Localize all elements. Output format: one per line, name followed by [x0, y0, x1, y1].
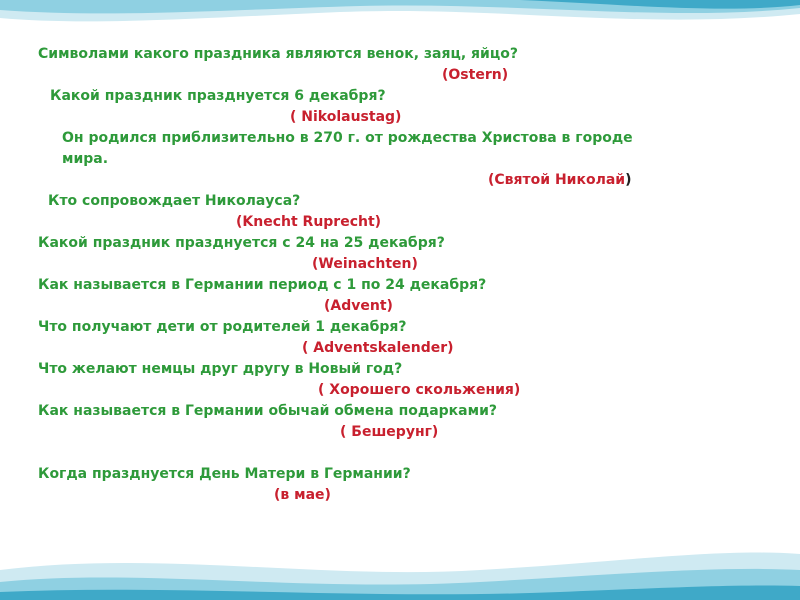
question-line	[38, 128, 738, 149]
answer-text: ( Nikolaustag)	[290, 109, 402, 125]
question-line	[38, 149, 738, 170]
answer-text: (Advent)	[324, 298, 393, 314]
answer-text: (Knecht Ruprecht)	[236, 214, 382, 230]
answer-text: ( Adventskalender)	[302, 340, 454, 356]
answer-line	[38, 212, 738, 233]
answer-text: ( Хорошего скольжения)	[318, 382, 521, 398]
question-line	[38, 86, 738, 107]
question-line	[38, 317, 738, 338]
answer-line	[38, 170, 738, 191]
answer-line	[38, 380, 738, 401]
answer-line	[38, 485, 738, 506]
question-text: Когда празднуется День Матери в Германии?	[38, 466, 411, 482]
question-line	[38, 44, 738, 65]
answer-line	[38, 338, 738, 359]
quiz-text	[38, 44, 738, 506]
question-line	[38, 401, 738, 422]
question-line	[38, 359, 738, 380]
question-text: Он родился приблизительно в 270 г. от рождества Христова в городе	[62, 130, 633, 146]
answer-line	[38, 107, 738, 128]
question-line	[38, 275, 738, 296]
question-text: Что получают дети от родителей 1 декабря?	[38, 319, 407, 335]
top-wave-decoration	[0, 0, 800, 40]
question-line	[38, 464, 738, 485]
blank-line	[38, 443, 738, 464]
question-text: Что желают немцы друг другу в Новый год?	[38, 361, 403, 377]
answer-text: ( Бешерунг)	[340, 424, 439, 440]
answer-text: (Ostern)	[442, 67, 509, 83]
answer-text: (Weinachten)	[312, 256, 418, 272]
answer-line	[38, 65, 738, 86]
question-text: мира.	[62, 151, 109, 167]
answer-line	[38, 296, 738, 317]
answer-text: (Святой Николай)	[488, 172, 632, 188]
question-line	[38, 191, 738, 212]
answer-line	[38, 422, 738, 443]
answer-text: (в мае)	[274, 487, 331, 503]
question-text: Как называется в Германии период с 1 по 24 декабря?	[38, 277, 487, 293]
question-text: Кто сопровождает Николауса?	[48, 193, 301, 209]
answer-line	[38, 254, 738, 275]
question-text: Какой праздник празднуется 6 декабря?	[50, 88, 386, 104]
question-line	[38, 233, 738, 254]
question-text: Какой праздник празднуется с 24 на 25 декабря?	[38, 235, 445, 251]
bottom-wave-decoration	[0, 540, 800, 600]
question-text: Символами какого праздника являются венок, заяц, яйцо?	[38, 46, 518, 62]
question-text: Как называется в Германии обычай обмена подарками?	[38, 403, 497, 419]
